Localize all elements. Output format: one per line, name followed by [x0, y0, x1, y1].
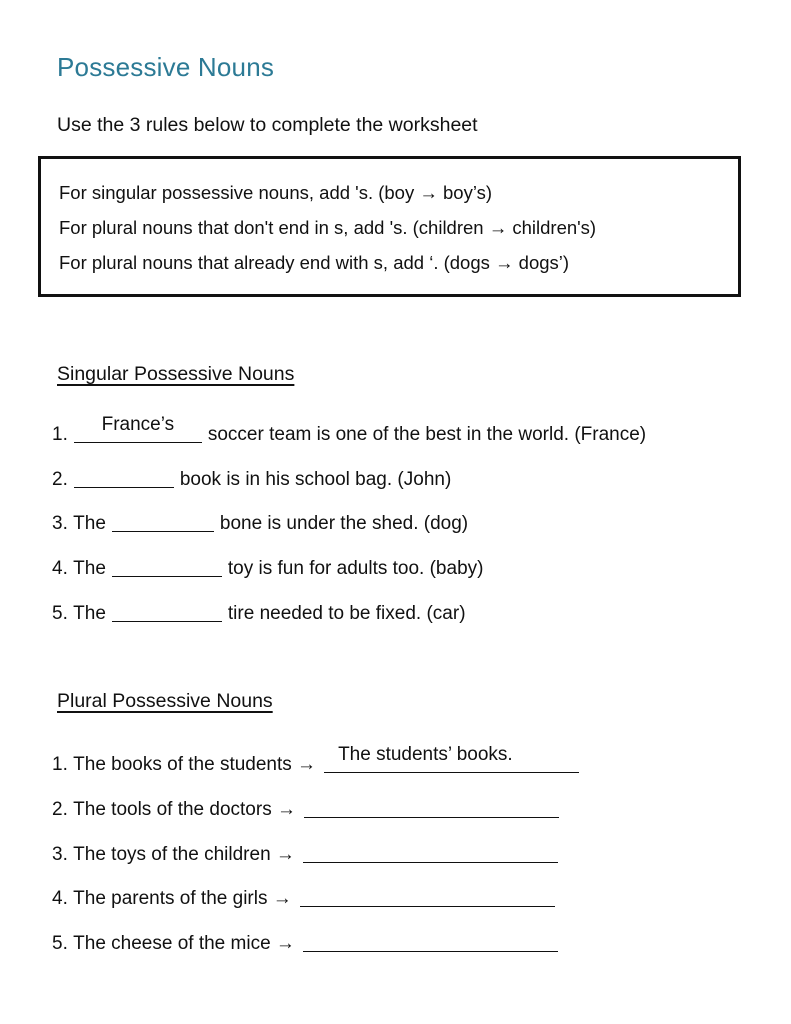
question-number: 2.	[52, 799, 68, 820]
plural-question-2	[52, 795, 565, 821]
question-number: 1.	[52, 754, 68, 775]
rule-singular: For singular possessive nouns, add 's. (boy → boy’s)	[59, 182, 493, 203]
question-number: 1.	[52, 424, 68, 445]
answer-blank[interactable]	[74, 465, 174, 488]
question-text: toy is fun for adults too. (baby)	[227, 558, 484, 579]
singular-question-5	[52, 599, 466, 625]
rule-plural-no-s: For plural nouns that don't end in s, add 's. (children → children's)	[59, 217, 597, 238]
singular-question-2	[52, 465, 451, 491]
page-title: Possessive Nouns	[57, 52, 275, 82]
question-number: 5.	[52, 933, 68, 954]
answer-text: France’s	[101, 414, 175, 435]
question-text: The tools of the doctors →	[73, 799, 296, 820]
question-prefix: The	[73, 558, 106, 579]
answer-text: The students’ books.	[338, 744, 513, 765]
answer-blank[interactable]	[112, 599, 222, 622]
question-number: 5.	[52, 603, 68, 624]
plural-question-3	[52, 840, 564, 866]
answer-blank[interactable]	[303, 840, 558, 863]
answer-blank[interactable]	[303, 929, 558, 952]
plural-section-heading: Plural Possessive Nouns	[57, 690, 273, 712]
answer-blank[interactable]	[112, 554, 222, 577]
plural-question-4	[52, 884, 561, 910]
rules-box	[38, 156, 741, 297]
answer-blank[interactable]	[304, 795, 559, 818]
singular-question-4	[52, 554, 483, 580]
question-prefix: The	[73, 513, 106, 534]
question-text: The cheese of the mice →	[73, 933, 295, 954]
question-text: bone is under the shed. (dog)	[219, 513, 469, 534]
question-number: 4.	[52, 558, 68, 579]
plural-question-1	[52, 744, 585, 776]
question-text: tire needed to be fixed. (car)	[227, 603, 466, 624]
question-text: book is in his school bag. (John)	[179, 469, 452, 490]
question-text: The parents of the girls →	[73, 888, 292, 909]
rule-plural-with-s: For plural nouns that already end with s, add ‘. (dogs → dogs’)	[59, 252, 570, 273]
question-number: 3.	[52, 513, 68, 534]
question-number: 4.	[52, 888, 68, 909]
question-prefix: The	[73, 603, 106, 624]
answer-blank[interactable]	[324, 744, 579, 773]
singular-question-3	[52, 509, 468, 535]
question-text: soccer team is one of the best in the world. (France)	[207, 424, 647, 445]
answer-blank[interactable]	[112, 509, 214, 532]
answer-blank[interactable]	[300, 884, 555, 907]
question-number: 2.	[52, 469, 68, 490]
instruction-text: Use the 3 rules below to complete the worksheet	[57, 114, 478, 136]
question-text: The toys of the children →	[73, 844, 295, 865]
question-number: 3.	[52, 844, 68, 865]
plural-question-5	[52, 929, 564, 955]
answer-blank[interactable]	[74, 414, 202, 443]
question-text: The books of the students →	[73, 754, 317, 775]
singular-section-heading: Singular Possessive Nouns	[57, 363, 295, 385]
singular-question-1	[52, 414, 647, 446]
